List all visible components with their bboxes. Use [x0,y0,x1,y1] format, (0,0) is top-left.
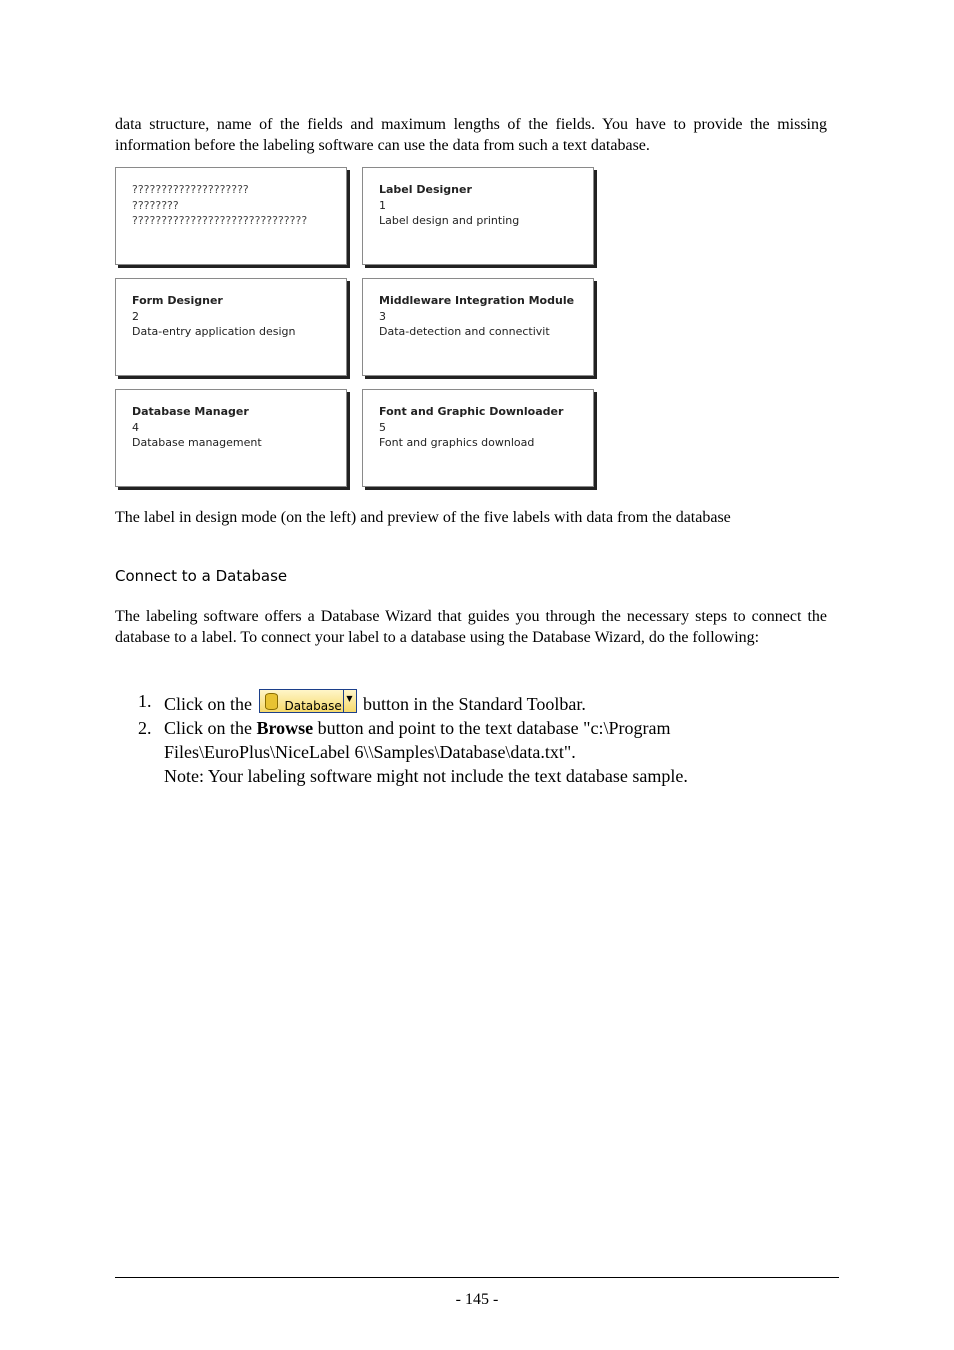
database-button-label: Database [284,699,342,713]
label-preview-3 [362,278,594,376]
section-heading: Connect to a Database [115,567,288,585]
label-description: Label design and printing [379,214,520,227]
label-number: 5 [379,420,386,434]
step-number: 2. [138,718,152,738]
dropdown-arrow-icon[interactable]: ▼ [343,690,356,712]
figure-caption: The label in design mode (on the left) and preview of the five labels with data from the database [115,509,731,526]
label-preview-2 [115,278,347,376]
label-title: Middleware Integration Module [379,294,575,307]
label-title: Database Manager [132,405,249,418]
label-line: ?????????????????????????????? [132,214,308,227]
label-description: Database management [132,436,262,449]
step-text: Click on the [164,718,252,738]
label-number: 1 [379,198,386,212]
label-description: Font and graphics download [379,436,535,449]
label-line: ???????????????????? [132,183,249,196]
label-number: 3 [379,309,386,323]
label-preview-design [115,167,347,265]
step-text: Click on the [164,694,252,714]
browse-label: Browse [256,718,314,738]
label-preview-1 [362,167,594,265]
body-paragraph: The labeling software offers a Database Wizard that guides you through the necessary steps to connect the database to a label. To connect your label to a database using the Database Wizard, do the following: [115,608,827,646]
steps-list [138,689,838,788]
label-title: Form Designer [132,294,223,307]
step-number: 1. [138,691,152,711]
label-number: 2 [132,309,139,323]
intro-paragraph: data structure, name of the fields and maximum lengths of the fields. You have to provide the missing information before the labeling software can use the data from such a text database. [115,116,827,154]
footer-divider [115,1277,839,1278]
step-text: button in the Standard Toolbar. [363,694,586,714]
database-icon [265,693,278,710]
label-number: 4 [132,420,139,434]
label-preview-4 [115,389,347,487]
label-title: Font and Graphic Downloader [379,405,564,418]
label-preview-5 [362,389,594,487]
label-title: Label Designer [379,183,472,196]
step-text: button and point to the text database "c:\Program Files\EuroPlus\NiceLabel 6\\Samples\Database\data.txt". [164,718,671,762]
label-description: Data-entry application design [132,325,296,338]
database-toolbar-button[interactable] [259,689,357,713]
list-item [138,689,838,716]
label-description: Data-detection and connectivit [379,325,550,338]
label-line: ???????? [132,198,179,212]
page-number: - 145 - [455,1291,499,1308]
step-note: Note: Your labeling software might not include the text database sample. [164,766,688,786]
list-item [138,716,838,788]
